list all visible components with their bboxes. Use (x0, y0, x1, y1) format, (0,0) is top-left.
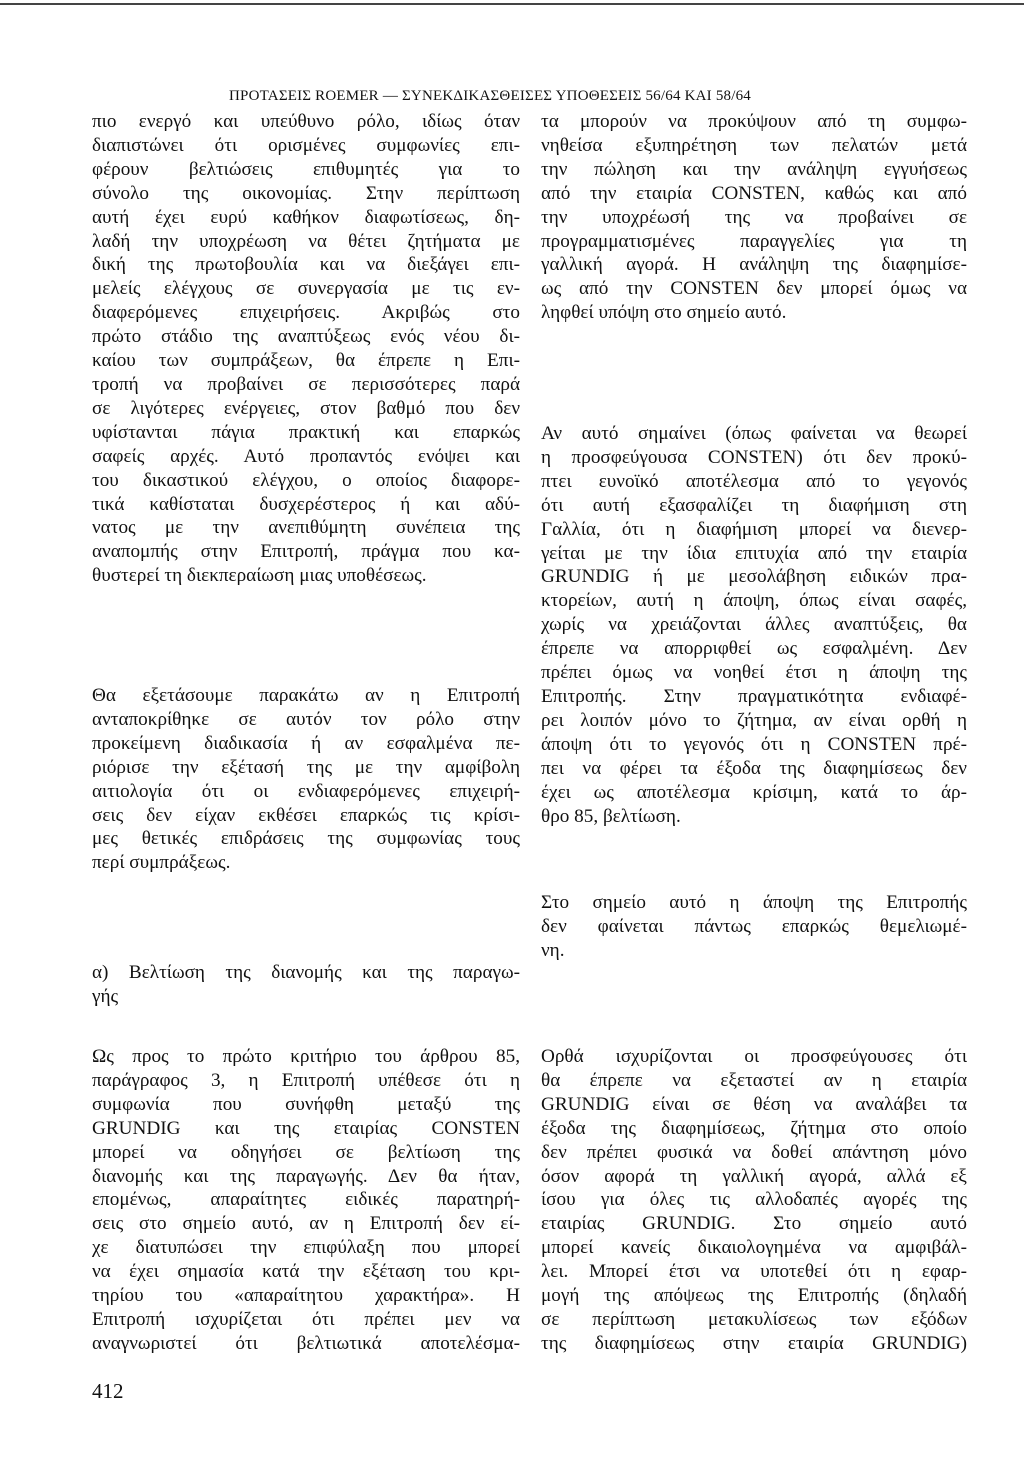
text-line: δεν πρέπει φυσικά να δοθεί απάντηση μόνο (541, 1141, 967, 1163)
text-line: τα μπορούν να προκύψουν από τη συμφω- (541, 111, 967, 132)
text-line: ως από την CONSTEN δεν μπορεί όμως να (541, 278, 967, 300)
text-line: να έχει σημασία κατά την εξέταση του κρι- (92, 1261, 520, 1283)
text-line: GRUNDIG ή με μεσολάβηση ειδικών πρα- (541, 566, 967, 588)
text-line: πρέπει όμως να νοηθεί έτσι η άποψη της (541, 662, 967, 684)
text-line: ίσου για όλες τις αλλοδαπές αγορές της (541, 1189, 967, 1211)
text-line: διαπιστώνει ότι ορισμένες συμφωνίες επι- (92, 134, 520, 156)
text-line: Επιτροπή ισχυρίζεται ότι πρέπει μεν να (92, 1308, 520, 1330)
text-line: του δικαστικού ελέγχου, ο οποίος διαφορε- (92, 469, 520, 491)
text-line: νη. (541, 939, 565, 961)
text-line: σύνολο της οικονομίας. Στην περίπτωση (92, 182, 520, 204)
subsection-heading-a (92, 961, 520, 1009)
text-line: αιτιολογία ότι οι ενδιαφερόμενες επιχειρή- (92, 780, 520, 802)
text-line: Γαλλία, ότι η διαφήμιση μπορεί να διενερ- (541, 518, 967, 540)
text-line: νηθείσα εξυπηρέτηση των πελατών μετά (541, 134, 967, 156)
text-line: κτορείων, αυτή η άποψη, όπως είναι σαφές, (541, 590, 967, 612)
right-paragraph-1 (541, 110, 967, 325)
right-paragraph-3 (541, 891, 967, 963)
text-line: εταιρίας GRUNDIG. Στο σημείο αυτό (541, 1213, 967, 1235)
text-line: άποψη ότι το γεγονός ότι η CONSTEN πρέ- (541, 733, 967, 755)
text-line: μογή της απόψεως της Επιτροπής (δηλαδή (541, 1285, 967, 1307)
text-line: επομένως, απαραίτητες ειδικές παρατηρή- (92, 1189, 520, 1211)
text-line: σεις στο σημείο αυτό, αν η Επιτροπή δεν εί- (92, 1213, 520, 1235)
text-line: σε λιγότερες ενέργειες, στον βαθμό που δεν (92, 397, 520, 419)
text-line: μπορεί κανείς δικαιολογημένα να αμφιβάλ- (541, 1237, 967, 1259)
text-line: ότι αυτή εξασφαλίζει τη διαφήμιση στη (541, 494, 967, 516)
text-line: πτει ευνοϊκό αποτέλεσμα από το γεγονός (541, 470, 967, 492)
text-line: τικά καθίσταται δυσχερέστερος ή και αδύ- (92, 493, 520, 515)
text-line: η προσφεύγουσα CONSTEN) ότι δεν προκύ- (541, 446, 967, 468)
text-line: όσον αφορά τη γαλλική αγορά, αλλά εξ (541, 1165, 967, 1187)
text-line: αναπομπής στην Επιτροπή, πράγμα που κα- (92, 541, 520, 563)
right-paragraph-4 (541, 1045, 967, 1356)
running-header: ΠΡΟΤΑΣΕΙΣ ROEMER — ΣΥΝΕΚΔΙΚΑΣΘΕΙΣΕΣ ΥΠΟΘΕΣΕΙΣ 56/64 ΚΑΙ 58/64 (229, 88, 751, 104)
text-line: προκείμενη διαδικασία ή αν εσφαλμένα πε- (92, 732, 520, 754)
text-line: πιο ενεργό και υπεύθυνο ρόλο, ιδίως όταν (92, 111, 520, 132)
text-line: την πώληση και την ανάληψη εγγυήσεως (541, 158, 967, 180)
top-rule (0, 3, 1024, 5)
text-line: Στο σημείο αυτό η άποψη της Επιτροπής (541, 892, 967, 913)
text-line: σαφείς αρχές. Αυτό προπαντός ενόψει και (92, 445, 520, 467)
text-line: δεν φαίνεται πάντως επαρκώς θεμελιωμέ- (541, 915, 967, 937)
text-line: ριόρισε την εξέτασή της με την αμφίβολη (92, 756, 520, 778)
text-line: Ορθά ισχυρίζονται οι προσφεύγουσες ότι (541, 1046, 967, 1067)
text-line: πρώτο στάδιο της αναπτύξεως ενός νέου δι- (92, 326, 520, 348)
text-line: Θα εξετάσουμε παρακάτω αν η Επιτροπή (92, 685, 520, 706)
text-line: φέρουν βελτιώσεις επιθυμητές για το (92, 158, 520, 180)
text-line: την υποχρέωσή της να προβαίνει σε (541, 206, 967, 228)
text-line: μες θετικές επιδράσεις της συμφωνίας τους (92, 828, 520, 850)
text-line: γαλλική αγορά. Η ανάληψη της διαφημίσε- (541, 254, 967, 276)
text-line: Επιτροπής. Στην πραγματικότητα ενδιαφέ- (541, 685, 967, 707)
text-line: GRUNDIG είναι σε θέση να αναλάβει τα (541, 1093, 967, 1115)
text-line: γείται με την ίδια επιτυχία από την εταιρία (541, 542, 967, 564)
text-line: προγραμματισμένες παραγγελίες για τη (541, 230, 967, 252)
text-line: διαφερόμενες επιχειρήσεις. Ακριβώς στο (92, 302, 520, 324)
text-line: θυστερεί τη διεκπεραίωση μιας υποθέσεως. (92, 565, 427, 587)
text-line: θρο 85, βελτίωση. (541, 805, 681, 827)
text-line: έξοδα της διαφημίσεως, ζήτημα στο οποίο (541, 1117, 967, 1139)
text-line: Ως προς το πρώτο κριτήριο του άρθρου 85, (92, 1046, 520, 1067)
text-line: έπρεπε να απορριφθεί ως εσφαλμένη. Δεν (541, 638, 967, 660)
text-line: λει. Μπορεί έτσι να υποτεθεί ότι η εφαρ- (541, 1261, 967, 1283)
text-line: μελείς ελέγχους σε συνεργασία με τις εν- (92, 278, 520, 300)
text-line: μπορεί να οδηγήσει σε βελτίωση της (92, 1141, 520, 1163)
text-line: της διαφημίσεως στην εταιρία GRUNDIG) (541, 1332, 967, 1354)
text-line: διανομής και της παραγωγής. Δεν θα ήταν, (92, 1165, 520, 1187)
text-line: περί συμπράξεως. (92, 852, 231, 874)
text-line: έχει ως αποτέλεσμα κρίσιμη, κατά το άρ- (541, 781, 967, 803)
left-paragraph-3 (92, 1045, 520, 1356)
left-paragraph-1 (92, 110, 520, 588)
text-line: α) Βελτίωση της διανομής και της παραγω- (92, 962, 520, 983)
text-line: από την εταιρία CONSTEN, καθώς και από (541, 182, 967, 204)
text-line: ανταποκρίθηκε σε αυτόν τον ρόλο στην (92, 708, 520, 730)
text-line: ληφθεί υπόψη στο σημείο αυτό. (541, 302, 787, 324)
text-line: γής (92, 985, 119, 1007)
text-line: ρει λοιπόν μόνο το ζήτημα, αν είναι ορθή η (541, 709, 967, 731)
text-line: δική της πρωτοβουλία και να διεξάγει επι- (92, 254, 520, 276)
text-line: παράγραφος 3, η Επιτροπή υπέθεσε ότι η (92, 1069, 520, 1091)
text-line: πει να φέρει τα έξοδα της διαφημίσεως δεν (541, 757, 967, 779)
text-line: τροπή να προβαίνει σε περισσότερες παρά (92, 373, 520, 395)
text-line: GRUNDIG και της εταιρίας CONSTEN (92, 1117, 520, 1139)
text-line: θα έπρεπε να εξεταστεί αν η εταιρία (541, 1069, 967, 1091)
text-line: νατος με την ανεπιθύμητη συνέπεια της (92, 517, 520, 539)
text-line: Αν αυτό σημαίνει (όπως φαίνεται να θεωρεί (541, 423, 967, 444)
text-line: σεις δεν είχαν εκθέσει επαρκώς τις κρίσι- (92, 804, 520, 826)
text-line: καίου των συμπράξεων, θα έπρεπε η Επι- (92, 350, 520, 372)
text-line: χωρίς να χρειάζονται άλλες αναπτύξεις, θα (541, 614, 967, 636)
text-line: τηρίου του «απαραίτητου χαρακτήρα». Η (92, 1285, 520, 1307)
page-number: 412 (92, 1379, 124, 1403)
text-line: συμφωνία που συνήφθη μεταξύ της (92, 1093, 520, 1115)
text-line: σε περίπτωση μετακυλίσεως των εξόδων (541, 1308, 967, 1330)
text-line: λαδή την υποχρέωση να θέτει ζητήματα με (92, 230, 520, 252)
text-line: χε διατυπώσει την επιφύλαξη που μπορεί (92, 1237, 520, 1259)
text-line: αυτή έχει ευρύ καθήκον διαφωτίσεως, δη- (92, 206, 520, 228)
text-line: αναγνωριστεί ότι βελτιωτικά αποτελέσμα- (92, 1332, 520, 1354)
right-paragraph-2 (541, 422, 967, 828)
left-paragraph-2 (92, 684, 520, 875)
text-line: υφίστανται πάγια πρακτική και επαρκώς (92, 421, 520, 443)
